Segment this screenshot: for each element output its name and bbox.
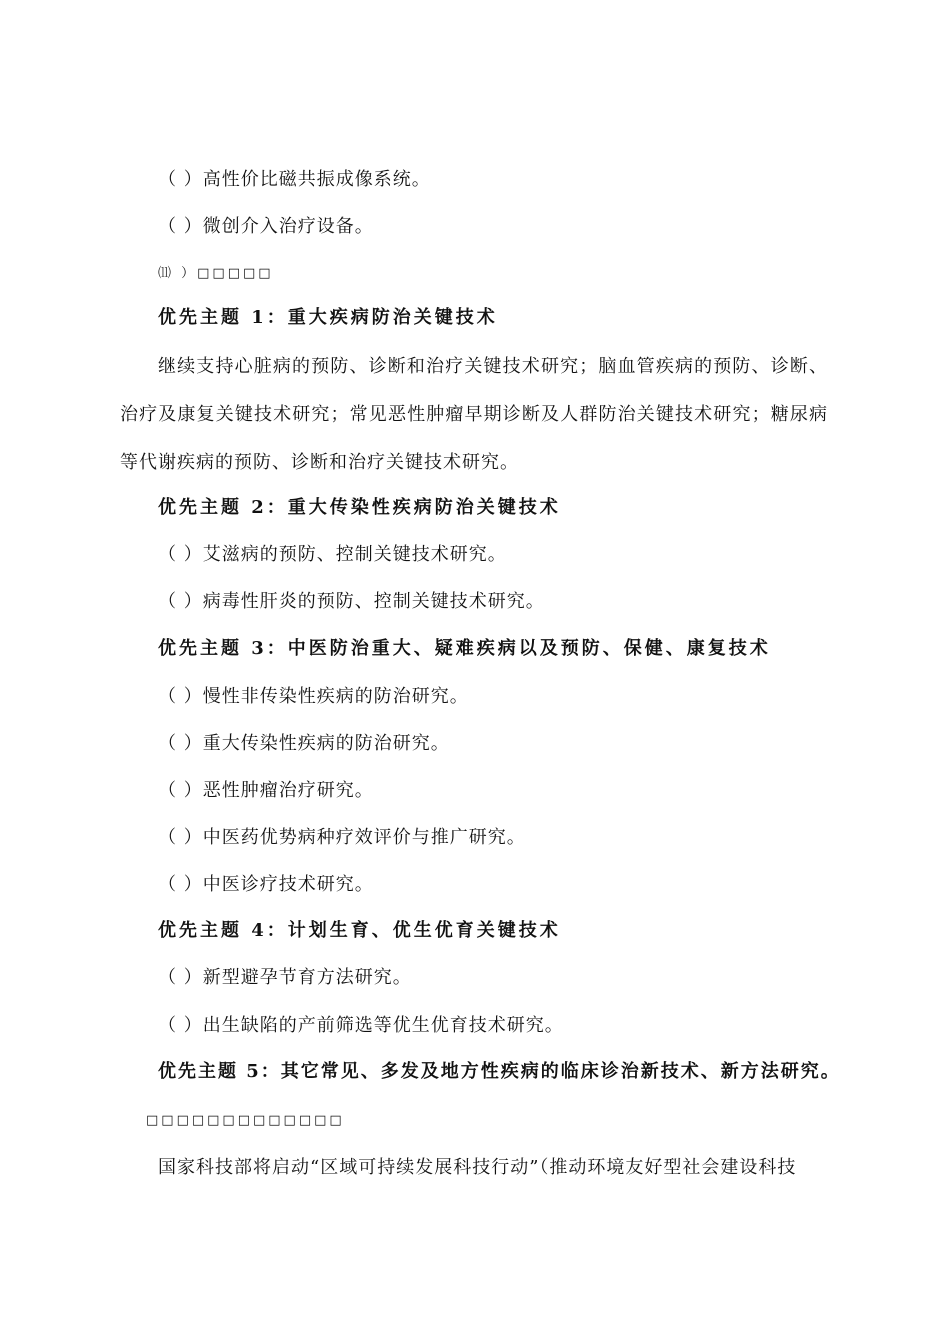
list-item-tcm-diagnosis: （ ）中医诊疗技术研究。	[158, 874, 374, 895]
garbled-subheading: ⑾ ）□□□□□	[158, 266, 274, 281]
priority-topic-4-heading: 优先主题 4：计划生育、优生优育关键技术	[158, 920, 561, 941]
list-item-tcm-evaluation: （ ）中医药优势病种疗效评价与推广研究。	[158, 827, 526, 848]
list-item-mri-system: （ ）高性价比磁共振成像系统。	[158, 169, 431, 190]
priority-topic-3-heading: 优先主题 3：中医防治重大、疑难疾病以及预防、保健、康复技术	[158, 638, 771, 659]
list-item-tumor-treatment: （ ）恶性肿瘤治疗研究。	[158, 780, 374, 801]
priority-topic-2-heading: 优先主题 2：重大传染性疾病防治关键技术	[158, 497, 561, 518]
list-item-contraception: （ ）新型避孕节育方法研究。	[158, 967, 412, 988]
list-item-viral-hepatitis: （ ）病毒性肝炎的预防、控制关键技术研究。	[158, 591, 545, 612]
list-item-prenatal-screening: （ ）出生缺陷的产前筛选等优生优育技术研究。	[158, 1015, 564, 1036]
garbled-section-heading: □□□□□□□□□□□□□	[146, 1113, 345, 1128]
list-item-chronic-disease: （ ）慢性非传染性疾病的防治研究。	[158, 686, 469, 707]
priority-topic-5-heading: 优先主题 5：其它常见、多发及地方性疾病的临床诊治新技术、新方法研究。	[158, 1061, 841, 1082]
list-item-infectious-disease: （ ）重大传染性疾病的防治研究。	[158, 733, 450, 754]
list-item-minimally-invasive-device: （ ）微创介入治疗设备。	[158, 216, 374, 237]
priority-topic-1-paragraph: 继续支持心脏病的预防、诊断和治疗关键技术研究；脑血管疾病的预防、诊断、治疗及康复关键技术研究；常见恶性肿瘤早期诊断及人群防治关键技术研究；糖尿病等代谢疾病的预防、诊断和治疗关键技术研究。	[120, 356, 828, 473]
priority-topic-1-heading: 优先主题 1：重大疾病防治关键技术	[158, 307, 498, 328]
regional-development-paragraph: 国家科技部将启动“区域可持续发展科技行动”（推动环境友好型社会建设科技	[158, 1157, 797, 1178]
list-item-aids: （ ）艾滋病的预防、控制关键技术研究。	[158, 544, 507, 565]
